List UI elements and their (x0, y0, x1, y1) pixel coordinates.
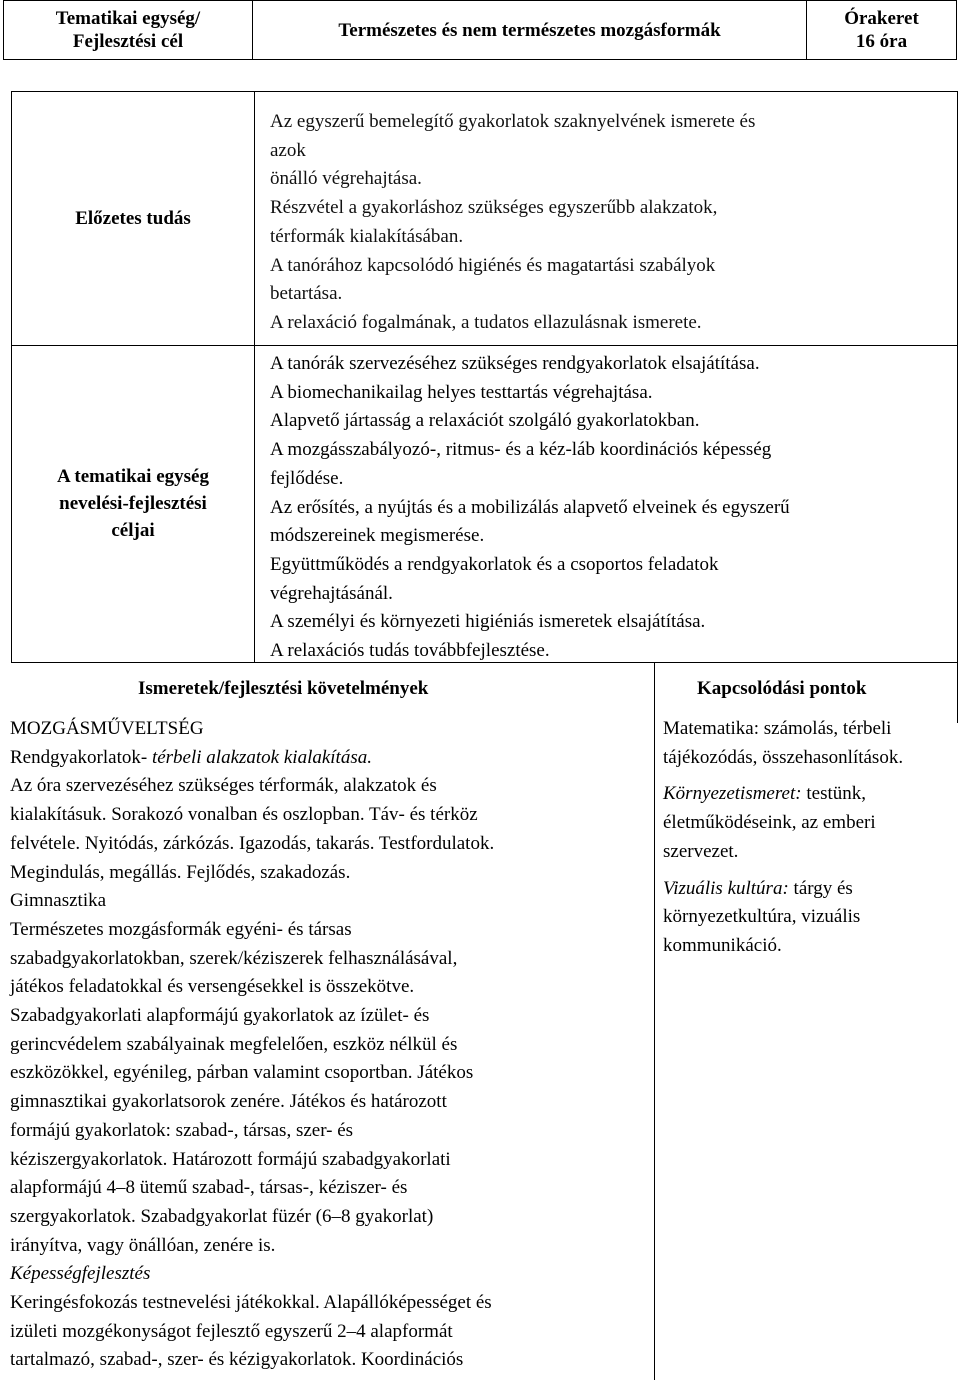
text-line: gimnasztikai gyakorlatsorok zenére. Játékos és határozott (10, 1091, 447, 1113)
text-line: fejlődése. (270, 467, 344, 489)
text-line: A tanórához kapcsolódó higiénés és magatartási szabályok (270, 254, 716, 276)
visual-text: tárgy és környezetkultúra, vizuális kommunikáció. (663, 877, 861, 956)
goals-text (270, 350, 950, 666)
env-label: Környezetismeret: (663, 783, 802, 805)
text-line: szergyakorlatok. Szabadgyakorlat füzér (6‒8 gyakorlat) (10, 1205, 434, 1227)
text-line: A biomechanikailag helyes testtartás végrehajtása. (270, 381, 653, 403)
text-line: Együttműködés a rendgyakorlatok és a csoportos feladatok (270, 553, 719, 575)
text-line: kéziszergyakorlatok. Határozott formájú szabadgyakorlati (10, 1148, 451, 1170)
unit-label-line2: Fejlesztési cél (72, 31, 184, 52)
prior-knowledge-text (270, 108, 950, 338)
env-text: testünk, életműködéseink, az emberi szervezet. (663, 783, 876, 862)
visual-label: Vizuális kultúra: (663, 877, 789, 899)
text-line: Az egyszerű bemelegítő gyakorlatok szaknyelvének ismerete és (270, 111, 756, 132)
requirements-heading: Ismeretek/fejlesztési követelmények (138, 678, 429, 699)
text-line: A relaxációs tudás továbbfejlesztése. (270, 640, 550, 662)
text-line: A tanórák szervezéséhez szükséges rendgyakorlatok elsajátítása. (270, 353, 760, 374)
text-line: játékos feladatokkal és versengésekkel is összekötve. (10, 976, 415, 998)
hours-cell (807, 1, 956, 59)
text-line: Az óra szervezéséhez szükséges térformák, alakzatok és (10, 775, 437, 797)
env-connection (663, 780, 953, 866)
unit-title: Természetes és nem természetes mozgásformák (253, 1, 807, 59)
requirements-content (10, 715, 650, 1375)
text-line: felvétele. Nyitódás, zárkózás. Igazodás, takarás. Testfordulatok. (10, 832, 495, 854)
text-line: módszereinek megismerése. (270, 525, 485, 547)
goals-label (12, 345, 254, 662)
header-table (3, 0, 957, 60)
text-line: Az erősítés, a nyújtás és a mobilizálás alapvető elveinek és egyszerű (270, 496, 790, 518)
text-line: Szabadgyakorlati alapformájú gyakorlatok az ízület- és (10, 1005, 430, 1027)
column-divider (254, 92, 255, 662)
rend-prefix: Rendgyakorlatok- (10, 746, 152, 768)
connections-content (663, 715, 953, 969)
text-line: A személyi és környezeti higiéniás ismeretek elsajátítása. (270, 611, 706, 633)
text-line: A relaxáció fogalmának, a tudatos ellazulásnak ismerete. (270, 311, 702, 333)
text-line: alapformájú 4‒8 ütemű szabad-, társas-, kéziszer- és (10, 1177, 408, 1199)
lower-right-border (957, 663, 958, 723)
prior-knowledge-label: Előzetes tudás (75, 208, 191, 229)
text-line: eszközökkel, egyénileg, párban valamint csoportban. Játékos (10, 1062, 474, 1084)
knowledge-goals-table (11, 91, 958, 663)
text-line: végrehajtásánál. (270, 582, 393, 604)
text-line: kialakításuk. Sorakozó vonalban és oszlopban. Táv- és térköz (10, 804, 478, 826)
math-connection: Matematika: számolás, térbeli tájékozódás, összehasonlítások. (663, 718, 904, 768)
gym-title: Gimnasztika (10, 890, 107, 912)
text-line: Részvétel a gyakorláshoz szükséges egyszerűbb alakzatok, (270, 197, 718, 219)
text-line: Természetes mozgásformák egyéni- és társas (10, 918, 352, 940)
goals-label-line1: A tematikai egység (57, 466, 209, 487)
text-line: betartása. (270, 283, 343, 305)
rend-line (10, 744, 650, 773)
text-line: Megindulás, megállás. Fejlődés, szakadozás. (10, 861, 351, 883)
connections-heading: Kapcsolódási pontok (697, 678, 867, 699)
hours-value: 16 óra (855, 31, 908, 52)
goals-label-line2: nevelési-fejlesztési (59, 493, 207, 514)
text-line: önálló végrehajtása. (270, 168, 422, 190)
text-line: formájú gyakorlatok: szabad-, társas, szer- és (10, 1119, 354, 1141)
rend-italic: térbeli alakzatok kialakítása. (151, 746, 372, 768)
text-line: szabadgyakorlatokban, szerek/kéziszerek felhasználásával, (10, 947, 458, 969)
text-line: irányítva, vagy önállóan, zenére is. (10, 1234, 276, 1256)
text-line: térformák kialakításában. (270, 225, 464, 247)
visual-connection (663, 875, 953, 961)
skill-title: Képességfejlesztés (10, 1263, 151, 1285)
text-line: Keringésfokozás testnevelési játékokkal. Alapállóképességet és (10, 1292, 492, 1314)
text-line: Alapvető jártasság a relaxációt szolgáló gyakorlatokban. (270, 410, 700, 432)
text-line: gerincvédelem szabályainak megfelelően, eszköz nélkül és (10, 1033, 458, 1055)
text-line: izületi mozgékonyságot fejlesztő egyszerű 2‒4 alapformát (10, 1320, 453, 1342)
text-line: azok (270, 139, 306, 161)
goals-label-line3: céljai (111, 520, 155, 541)
unit-label-cell (4, 1, 253, 59)
text-line: A mozgásszabályozó-, ritmus- és a kéz-láb koordinációs képesség (270, 439, 772, 461)
lower-column-divider (654, 663, 655, 1380)
unit-label-line1: Tematikai egység/ (55, 8, 201, 29)
hours-label: Órakeret (844, 8, 919, 29)
text-line: tartalmazó, szabad-, szer- és kézigyakorlatok. Koordinációs (10, 1349, 464, 1371)
section-title: MOZGÁSMŰVELTSÉG (10, 718, 204, 739)
